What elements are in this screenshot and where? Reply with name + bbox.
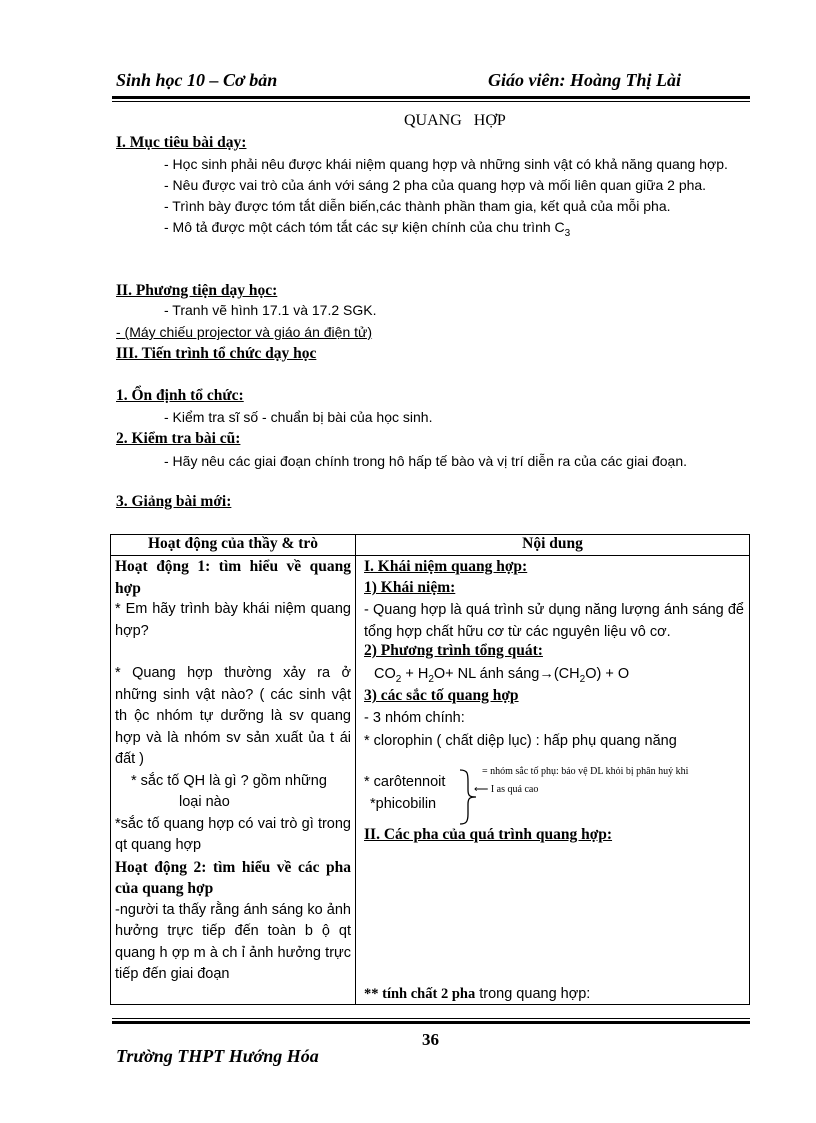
table-header-activities: Hoạt động của thầy & trò	[111, 535, 356, 556]
content-subheading-equation: 2) Phương trình tổng quát:	[364, 642, 543, 659]
objective-1: - Học sinh phải nêu được khái niệm quang hợp và những sinh vật có khả năng quang hợp.	[164, 156, 728, 172]
material-2: - (Máy chiếu projector và giáo án điện tử)	[116, 324, 373, 340]
footer-rule-thin	[112, 1018, 750, 1019]
table-header-content: Nội dung	[356, 535, 750, 556]
pigment-chlorophyll: * clorophin ( chất diệp lục) : hấp phụ quang năng	[364, 733, 677, 749]
section-objectives-heading: I. Mục tiêu bài dạy:	[116, 134, 247, 151]
section-materials-heading: II. Phương tiện dạy học:	[116, 282, 278, 299]
page-title: QUANG HỢP	[404, 112, 506, 129]
question-3-line-1: * sắc tố QH là gì ? gồm những	[131, 772, 327, 789]
content-heading-phases: II. Các pha của quá trình quang hợp:	[364, 826, 613, 843]
step-2-text: - Hãy nêu các giai đoạn chính trong hô hấp tế bào và vị trí diễn ra của các giai đoạn.	[164, 453, 687, 469]
header-subject: Sinh học 10 – Cơ bản	[116, 70, 278, 90]
pigment-groups: - 3 nhóm chính:	[364, 710, 465, 726]
question-3-line-2: loại nào	[179, 794, 230, 810]
lesson-table	[110, 534, 750, 1005]
header-teacher: Giáo viên: Hoàng Thị Lài	[488, 70, 681, 90]
photosynthesis-equation: $CO_2 + H_2O+$ NL ánh $sáng\to(CH_2O) + O$	[374, 666, 630, 685]
activity-1-heading: Hoạt động 1: tìm hiểu về quang hợp	[115, 558, 351, 597]
phase-properties: ** tính chất 2 pha trong quang hợp:	[364, 986, 591, 1002]
objective-4: - Mô tả được một cách tóm tắt các sự kiện chính của chu trình $C_3$	[164, 219, 571, 239]
brace-icon	[456, 768, 480, 826]
pigment-note-1: = nhóm sắc tố phụ: bảo vệ DL khỏi bị phân huỷ khi	[482, 766, 689, 777]
content-definition: - Quang hợp là quá trình sử dụng năng lượng ánh sáng để tổng hợp chất hữu cơ từ các nguyên liệu vô cơ.	[364, 602, 744, 640]
page-number: 36	[422, 1030, 439, 1049]
activities-cell	[111, 556, 356, 1005]
question-4: *sắc tố quang hợp có vai trò gì trong qt quang hợp	[115, 815, 351, 853]
question-2: * Quang hợp thường xảy ra ở những sinh vật nào? ( các sinh vật th ộc nhóm tự dưỡng là sv quang hợp và là nhóm sv sản xuất ủa t ái đất )	[115, 665, 351, 767]
content-heading-concept: I. Khái niệm quang hợp:	[364, 558, 528, 575]
content-subheading-pigments: 3) các sắc tố quang hợp	[364, 687, 519, 704]
content-subheading-definition: 1) Khái niệm:	[364, 579, 456, 596]
footer-rule-thick	[112, 1021, 750, 1024]
content-cell	[356, 556, 750, 1005]
objective-3: - Trình bày được tóm tắt diễn biến,các thành phần tham gia, kết quả của mỗi pha.	[164, 198, 671, 214]
pigment-phycobilin: *phicobilin	[370, 796, 437, 812]
question-1: * Em hãy trình bày khái niệm quang hợp?	[115, 601, 351, 639]
activity-2-text: -người ta thấy rằng ánh sáng ko ảnh hưởng trực tiếp đến toàn b ộ qt quang h ợp m à ch ỉ ảnh hưởng trực tiếp đến giai đoạn	[115, 901, 351, 982]
footer-school: Trường THPT Hướng Hóa	[116, 1046, 319, 1066]
step-2-heading: 2. Kiểm tra bài cũ:	[116, 430, 241, 447]
pigment-note-2: ⟵ I as quá cao	[474, 784, 539, 795]
objectives-list	[164, 154, 746, 244]
header-rule-thick	[112, 96, 750, 99]
material-1: - Tranh vẽ hình 17.1 và 17.2 SGK.	[164, 302, 377, 318]
step-1-heading: 1. Ổn định tổ chức:	[116, 387, 244, 404]
activity-2-heading: Hoạt động 2: tìm hiểu về các pha của quang hợp	[115, 858, 351, 897]
objective-2: - Nêu được vai trò của ánh với sáng 2 pha của quang hợp và mối liên quan giữa 2 pha.	[164, 177, 707, 193]
section-process-heading: III. Tiến trình tổ chức dạy học	[116, 345, 317, 362]
arrow-icon: →	[539, 666, 554, 682]
header-rule-thin	[112, 101, 750, 102]
pigment-carotenoid: * carôtennoit	[364, 774, 446, 790]
step-3-heading: 3. Giảng bài mới:	[116, 493, 232, 510]
step-1-text: - Kiểm tra sĩ số - chuẩn bị bài của học sinh.	[164, 409, 433, 425]
